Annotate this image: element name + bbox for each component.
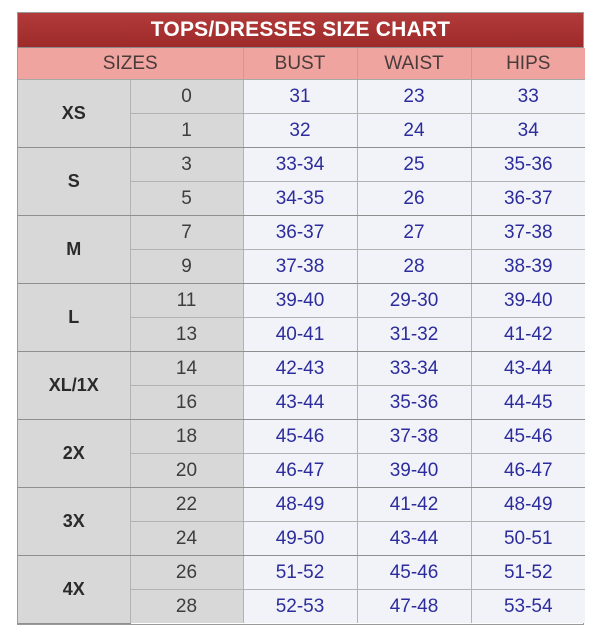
size-number-cell: 0 xyxy=(130,80,243,114)
header-row xyxy=(18,48,585,80)
bust-cell: 49-50 xyxy=(243,522,357,556)
table-row xyxy=(18,80,585,114)
bust-cell: 51-52 xyxy=(243,556,357,590)
size-number-cell: 24 xyxy=(130,522,243,556)
table-row xyxy=(18,488,585,522)
table-row xyxy=(18,216,585,250)
chart-title: TOPS/DRESSES SIZE CHART xyxy=(18,13,583,48)
waist-cell: 27 xyxy=(357,216,471,250)
bust-cell: 36-37 xyxy=(243,216,357,250)
header-bust: BUST xyxy=(243,48,357,80)
header-sizes: SIZES xyxy=(18,48,243,80)
bust-cell: 39-40 xyxy=(243,284,357,318)
size-group-label: S xyxy=(18,148,130,216)
hips-cell: 38-39 xyxy=(471,250,585,284)
waist-cell: 47-48 xyxy=(357,590,471,624)
hips-cell: 51-52 xyxy=(471,556,585,590)
size-table xyxy=(18,48,585,624)
table-body xyxy=(18,80,585,624)
size-group-label: 4X xyxy=(18,556,130,624)
size-group-label: 3X xyxy=(18,488,130,556)
bust-cell: 40-41 xyxy=(243,318,357,352)
waist-cell: 28 xyxy=(357,250,471,284)
hips-cell: 46-47 xyxy=(471,454,585,488)
header-waist: WAIST xyxy=(357,48,471,80)
size-group-label: L xyxy=(18,284,130,352)
hips-cell: 53-54 xyxy=(471,590,585,624)
bust-cell: 31 xyxy=(243,80,357,114)
bust-cell: 48-49 xyxy=(243,488,357,522)
hips-cell: 35-36 xyxy=(471,148,585,182)
size-group-label: 2X xyxy=(18,420,130,488)
size-number-cell: 26 xyxy=(130,556,243,590)
waist-cell: 26 xyxy=(357,182,471,216)
waist-cell: 35-36 xyxy=(357,386,471,420)
hips-cell: 34 xyxy=(471,114,585,148)
size-number-cell: 5 xyxy=(130,182,243,216)
waist-cell: 29-30 xyxy=(357,284,471,318)
header-hips: HIPS xyxy=(471,48,585,80)
bust-cell: 46-47 xyxy=(243,454,357,488)
size-number-cell: 7 xyxy=(130,216,243,250)
hips-cell: 37-38 xyxy=(471,216,585,250)
size-number-cell: 14 xyxy=(130,352,243,386)
hips-cell: 50-51 xyxy=(471,522,585,556)
size-number-cell: 16 xyxy=(130,386,243,420)
table-row xyxy=(18,556,585,590)
waist-cell: 25 xyxy=(357,148,471,182)
hips-cell: 44-45 xyxy=(471,386,585,420)
table-row xyxy=(18,352,585,386)
size-number-cell: 9 xyxy=(130,250,243,284)
hips-cell: 39-40 xyxy=(471,284,585,318)
waist-cell: 33-34 xyxy=(357,352,471,386)
bust-cell: 42-43 xyxy=(243,352,357,386)
size-number-cell: 18 xyxy=(130,420,243,454)
hips-cell: 36-37 xyxy=(471,182,585,216)
waist-cell: 24 xyxy=(357,114,471,148)
waist-cell: 39-40 xyxy=(357,454,471,488)
hips-cell: 43-44 xyxy=(471,352,585,386)
waist-cell: 43-44 xyxy=(357,522,471,556)
size-number-cell: 1 xyxy=(130,114,243,148)
size-number-cell: 28 xyxy=(130,590,243,624)
bust-cell: 43-44 xyxy=(243,386,357,420)
bust-cell: 34-35 xyxy=(243,182,357,216)
size-number-cell: 11 xyxy=(130,284,243,318)
size-number-cell: 22 xyxy=(130,488,243,522)
waist-cell: 37-38 xyxy=(357,420,471,454)
hips-cell: 41-42 xyxy=(471,318,585,352)
waist-cell: 45-46 xyxy=(357,556,471,590)
bust-cell: 33-34 xyxy=(243,148,357,182)
table-row xyxy=(18,148,585,182)
size-number-cell: 3 xyxy=(130,148,243,182)
waist-cell: 31-32 xyxy=(357,318,471,352)
size-group-label: M xyxy=(18,216,130,284)
size-group-label: XL/1X xyxy=(18,352,130,420)
size-number-cell: 13 xyxy=(130,318,243,352)
bust-cell: 45-46 xyxy=(243,420,357,454)
size-number-cell: 20 xyxy=(130,454,243,488)
bust-cell: 32 xyxy=(243,114,357,148)
bust-cell: 52-53 xyxy=(243,590,357,624)
hips-cell: 33 xyxy=(471,80,585,114)
size-group-label: XS xyxy=(18,80,130,148)
waist-cell: 41-42 xyxy=(357,488,471,522)
bust-cell: 37-38 xyxy=(243,250,357,284)
table-row xyxy=(18,284,585,318)
waist-cell: 23 xyxy=(357,80,471,114)
table-row xyxy=(18,420,585,454)
hips-cell: 48-49 xyxy=(471,488,585,522)
hips-cell: 45-46 xyxy=(471,420,585,454)
size-chart xyxy=(17,12,584,625)
